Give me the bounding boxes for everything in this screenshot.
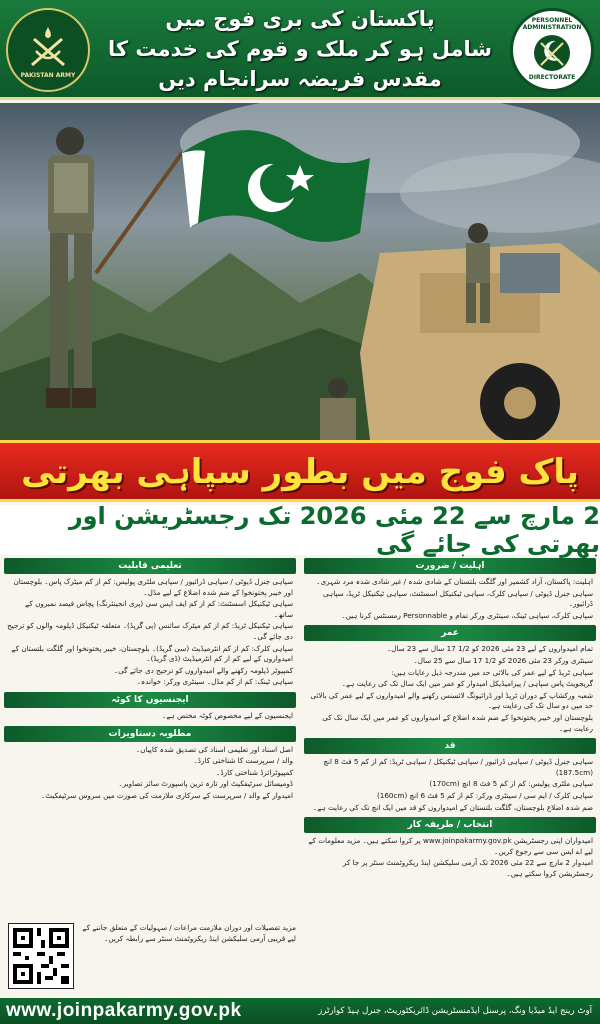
header-line-2: شامل ہو کر ملک و قوم کی خدمت کا [107, 37, 492, 61]
emblem-right-caption-bottom: DIRECTORATE [528, 74, 576, 82]
qualification-line: سپاہی ٹینک: کم از کم مڈل۔ سینٹری ورکر: خواندہ۔ [136, 677, 293, 687]
height-section [304, 738, 596, 813]
documents-line: اصل اسناد اور تعلیمی اسناد کی تصدیق شدہ کاپیاں۔ [136, 744, 293, 754]
qualification-section [4, 558, 296, 688]
height-line: ضم شدہ اضلاع بلوچستان، گلگت بلتستان کے امیدواروں کو قد میں ایک انچ تک کی رعایت ہے۔ [313, 802, 593, 812]
header-slogan [100, 4, 500, 94]
documents-section [4, 726, 296, 802]
footer-credit: آوٹ رینج ایڈ میڈیا ونگ، پرسنل ایڈمنسٹریشن ڈائریکٹوریٹ، جنرل ہیڈ کوارٹرز [318, 1006, 592, 1016]
agencies-line: ایجنسیوں کے لیے مخصوص کوٹہ مختص ہے۔ [162, 710, 293, 720]
age-line: تمام امیدواروں کے لیے 23 مئی 2026 کو 1/2 17 سال سے 23 سال۔ [386, 644, 593, 654]
age-line: گریجویٹ پاس سپاہی / پیرامیڈیکل امیدوار کو عمر میں ایک سال تک کی رعایت ہے۔ [341, 679, 593, 689]
left-column [4, 558, 296, 998]
age-line: شعبہ ورکشاپ کے دوران ٹریڈ اور ڈرائیونگ لائسنس رکھنے والے امیدواروں کے لیے عمر کی بالائی حد میں دو سال تک کی رعایت ہے۔ [310, 690, 593, 711]
footer-bar [0, 998, 600, 1024]
personnel-directorate-emblem [510, 8, 594, 92]
qr-code[interactable] [8, 923, 74, 989]
qualification-line: سپاہی ٹیکنیکل ٹریڈ: کم از کم میٹرک سائنس (پی گریڈ)۔ متعلقہ ٹیکنیکل ڈپلومہ والوں کو ترجیح دی جائے گی۔ [7, 621, 293, 641]
documents-line: والد / سرپرست کا شناختی کارڈ۔ [193, 756, 293, 766]
documents-line: ڈومیسائل سرٹیفکیٹ اور تازہ ترین پاسپورٹ سائز تصاویر۔ [118, 779, 293, 789]
details-body [4, 558, 596, 998]
age-line: سینٹری ورکر 23 مئی 2026 کو 1/2 17 سال سے 25 سال۔ [413, 655, 593, 665]
method-heading: انتخاب / طریقہ کار [304, 817, 596, 833]
qualification-line: سپاہی ٹیکنیکل اسسٹنٹ: کم از کم ایف ایس سی (پری انجینئرنگ) پچاس فیصد نمبروں کے ساتھ۔ [25, 599, 293, 619]
height-line: سپاہی کلرک / ایم سی / سینٹری ورکر: کم از کم 5 فٹ 6 انچ (160cm) [376, 790, 593, 800]
agencies-heading: ایجنسیوں کا کوٹہ [4, 692, 296, 708]
height-line: سپاہی ملٹری پولیس: کم از کم 5 فٹ 8 انچ (170cm) [429, 779, 593, 789]
age-line: بلوچستان اور خیبر پختونخوا کے ضم شدہ اضلاع کے امیدواروں کو عمر میں ایک سال تک کی رعایت ہے۔ [322, 712, 593, 733]
method-line: امیدوار 2 مارچ سے 22 مئی 2026 تک آرمی سلیکشن اینڈ ریکروٹمنٹ سنٹر پر جا کر رجسٹریشن کروا سکتے ہیں۔ [342, 858, 593, 878]
hero-image [0, 103, 600, 440]
qualification-line: سپاہی جنرل ڈیوٹی / سپاہی ڈرائیور / سپاہی ملٹری پولیس: کم از کم میٹرک پاس۔ بلوچستان اور خیبر پختونخوا کے ضم شدہ اضلاع کے لیے مڈل۔ [13, 577, 293, 597]
emblem-left-caption: PAKISTAN ARMY [20, 71, 76, 79]
documents-heading: مطلوبہ دستاویزات [4, 726, 296, 742]
header-bar [0, 0, 600, 100]
age-section [304, 625, 596, 734]
website-link[interactable]: www.joinpakarmy.gov.pk [6, 1000, 242, 1021]
eligibility-line: سپاہی کلرک، سپاہی ٹینک، سینٹری ورکر تمام و Personnable رمسنٹس کرنا ہیں۔ [341, 610, 593, 620]
qualification-heading: تعلیمی قابلیت [4, 558, 296, 574]
header-line-3: مقدس فریضہ سرانجام دیں [158, 67, 442, 91]
registration-dates [0, 502, 600, 558]
qualification-line: سپاہی کلرک: کم از کم انٹرمیڈیٹ (سی گریڈ)۔ بلوچستان، خیبر پختونخوا اور گلگت بلتستان کے امیدواروں کے لیے کم از کم انٹرمیڈیٹ (ڈی گریڈ)۔ [11, 643, 293, 664]
age-line: سپاہی ٹریڈ کے لیے عمر کی بالائی حد میں مندرجہ ذیل رعایات ہیں: [391, 667, 593, 677]
registration-dates-text: 2 مارچ سے 22 مئی 2026 تک رجسٹریشن اور بھرتی کی جائے گی [68, 502, 600, 558]
documents-line: امیدوار کے والد / سرپرست کے سرکاری ملازمت کی صورت میں سروس سرٹیفکیٹ۔ [41, 790, 293, 800]
qualification-line: کمپیوٹر ڈپلومہ رکھنے والے امیدواروں کو ترجیح دی جائے گی۔ [113, 665, 293, 675]
soldiers-flag-illustration [0, 103, 600, 440]
eligibility-heading: اہلیت / ضرورت [304, 558, 596, 574]
right-column [304, 558, 596, 998]
age-heading: عمر [304, 625, 596, 641]
crescent-swords-icon [530, 31, 574, 75]
eligibility-line: سپاہی جنرل ڈیوٹی / سپاہی کلرک، سپاہی ٹیکنیکل اسسٹنٹ، سپاہی ٹیکنیکل ٹریڈ، سپاہی ڈرائیور۔ [323, 588, 593, 609]
height-line: سپاہی جنرل ڈیوٹی / سپاہی ڈرائیور / سپاہی ٹیکنیکل / سپاہی ٹریڈ: کم از کم 5 فٹ 8 انچ (187.5cm) [323, 757, 593, 777]
agencies-section [4, 692, 296, 722]
header-line-1: پاکستان کی بری فوج میں [165, 7, 435, 31]
height-heading: قد [304, 738, 596, 754]
eligibility-section [304, 558, 596, 621]
qr-note: مزید تفصیلات اور دوران ملازمت مراعات / سہولیات کے متعلق جاننے کے لیے قریبی آرمی سلیکشن اینڈ ریکروٹمنٹ سنٹر سے رابطہ کریں۔ [82, 923, 296, 943]
method-line: امیدواران اپنی رجسٹریشن www.joinpakarmy.gov.pk پر کروا سکتے ہیں۔ مزید معلومات کے لیے اے ایس سی سے رجوع کریں۔ [308, 836, 593, 856]
crossed-swords-icon [22, 21, 74, 73]
eligibility-line: اہلیت: پاکستان، آزاد کشمیر اور گلگت بلتستان کے شادی شدہ / غیر شادی شدہ مرد شہری۔ [316, 577, 593, 586]
method-section [304, 817, 596, 879]
army-emblem-left [6, 8, 90, 92]
qr-code-icon [9, 924, 73, 988]
recruitment-title-banner [0, 440, 600, 502]
emblem-right-caption-top: PERSONNEL ADMINISTRATION [522, 17, 582, 31]
recruitment-title: پاک فوج میں بطور سپاہی بھرتی [21, 451, 579, 492]
documents-line: کمپیوٹرائزڈ شناختی کارڈ۔ [216, 767, 293, 777]
